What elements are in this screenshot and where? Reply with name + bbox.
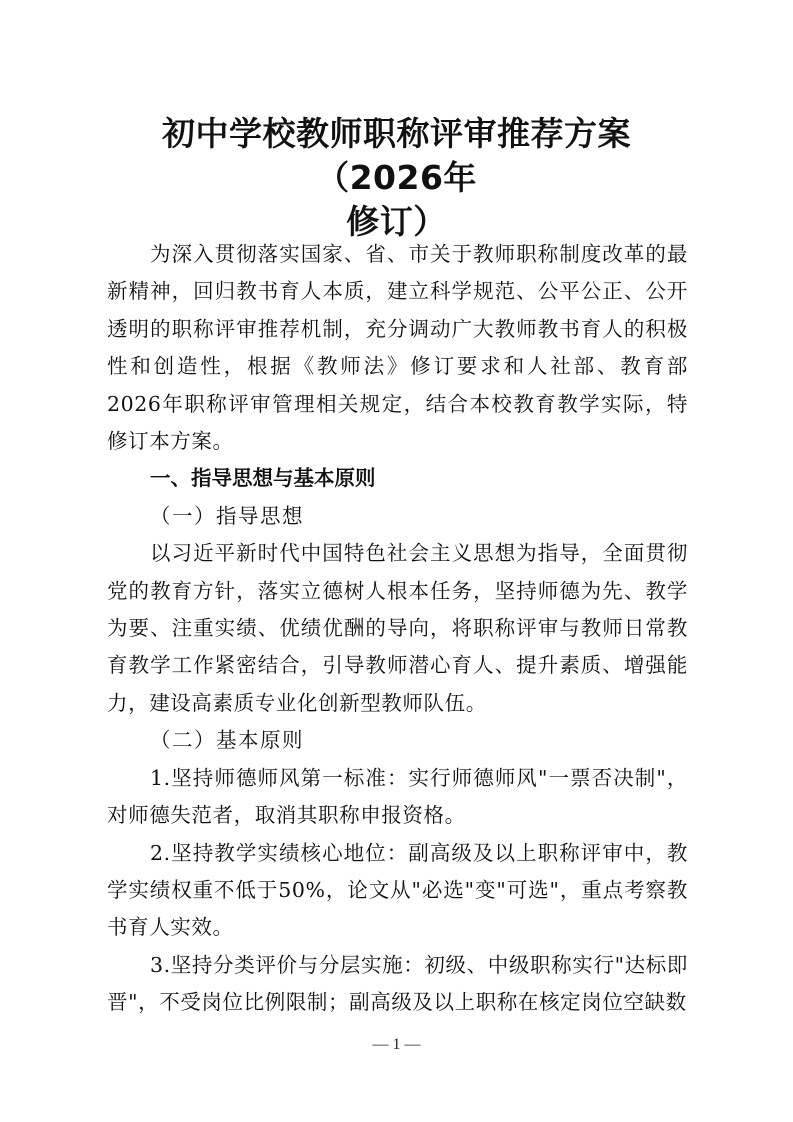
subsection-heading-basic-principles: （二）基本原则 — [150, 728, 304, 753]
intro-paragraph: 为深入贯彻落实国家、省、市关于教师职称制度改革的最新精神，回归教书育人本质，建立科学规范、公平公正、公开透明的职称评审推荐机制，充分调动广大教师教书育人的积极性和创造性，根据《教师法》修订要求和人社部、教育部2026年职称评审管理相关规定，结合本校教育教学实际，特修订本方案。 — [107, 242, 688, 454]
document-body — [107, 236, 688, 1022]
section-heading-1: 一、指导思想与基本原则 — [150, 466, 376, 491]
title-line-2: 修订） — [346, 202, 447, 241]
principle-item-1: 1.坚持师德师风第一标准：实行师德师风"一票否决制"，对师德失范者，取消其职称申报资格。 — [107, 765, 688, 828]
document-title — [100, 112, 693, 244]
title-line-1: 初中学校教师职称评审推荐方案（2026年 — [162, 114, 631, 197]
page-number: — 1 — — [372, 1036, 421, 1053]
principle-item-2: 2.坚持教学实绩核心地位：副高级及以上职称评审中，教学实绩权重不低于50%，论文从"必选"变"可选"，重点考察教书育人实效。 — [107, 840, 688, 940]
subsection-heading-guiding-ideology: （一）指导思想 — [150, 503, 304, 528]
principle-item-3: 3.坚持分类评价与分层实施：初级、中级职称实行"达标即晋"，不受岗位比例限制；副高级及以上职称在核定岗位空缺数 — [107, 952, 688, 1015]
guiding-ideology-paragraph: 以习近平新时代中国特色社会主义思想为指导，全面贯彻党的教育方针，落实立德树人根本任务，坚持师德为先、教学为要、注重实绩、优绩优酬的导向，将职称评审与教师日常教育教学工作紧密结合，引导教师潜心育人、提升素质、增强能力，建设高素质专业化创新型教师队伍。 — [107, 541, 688, 715]
